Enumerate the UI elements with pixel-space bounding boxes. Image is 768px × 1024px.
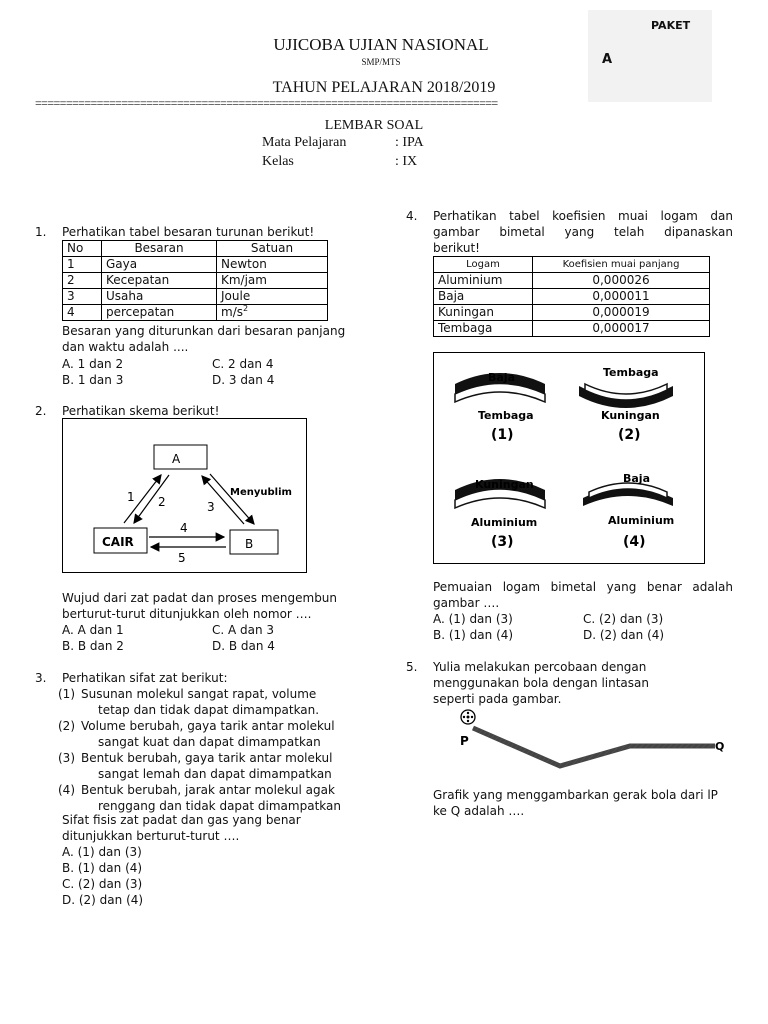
q1-option-c: C. 2 dan 4 [212, 357, 274, 371]
academic-year: TAHUN PELAJARAN 2018/2019 [272, 79, 496, 96]
table-header-cell: Koefisien muai panjang [533, 257, 710, 273]
table-cell: Kecepatan [102, 273, 217, 289]
subject-label: Mata Pelajaran [262, 135, 347, 150]
strip-bottom-label: Aluminium [471, 516, 538, 529]
arrow-3-label: 3 [207, 500, 215, 514]
state-change-diagram [62, 418, 307, 573]
exam-level: SMP/MTS [361, 57, 401, 67]
menyublim-label: Menyublim [230, 487, 292, 498]
table-header-cell: Satuan [217, 241, 328, 257]
box-cair-label: CAIR [102, 535, 134, 549]
table-cell: 4 [63, 305, 102, 321]
q4-option-a: A. (1) dan (3) [433, 612, 513, 626]
q3-item-1-line2: tetap dan tidak dapat dimampatkan. [98, 703, 320, 717]
q4-prompt-line2: gambar bimetal yang telah dipanaskan [433, 225, 733, 239]
figure-number: (4) [623, 534, 646, 550]
table-cell: Baja [434, 289, 533, 305]
q4-number: 4. [406, 209, 418, 223]
table-cell: 0,000019 [533, 305, 710, 321]
q2-option-a: A. A dan 1 [62, 623, 124, 637]
q4-prompt-line1: Perhatikan tabel koefisien muai logam dan [433, 209, 733, 223]
q3-question-line1: Sifat fisis zat padat dan gas yang benar [62, 813, 301, 827]
table-header-cell: Besaran [102, 241, 217, 257]
table-row [434, 321, 710, 337]
table-cell: Tembaga [434, 321, 533, 337]
q4-prompt-line3: berikut! [433, 241, 480, 255]
strip-bottom-label: Aluminium [608, 514, 675, 527]
q2-prompt: Perhatikan skema berikut! [62, 404, 220, 418]
table-cell: percepatan [102, 305, 217, 321]
q1-option-b: B. 1 dan 3 [62, 373, 124, 387]
paket-label: PAKET [651, 19, 691, 32]
q2-option-b: B. B dan 2 [62, 639, 124, 653]
figure-number: (1) [491, 427, 514, 443]
q2-question-line1: Wujud dari zat padat dan proses mengembun [62, 591, 338, 605]
class-label: Kelas [262, 154, 294, 169]
table-row [63, 273, 328, 289]
q3-item-1-line1: Susunan molekul sangat rapat, volume [81, 687, 317, 701]
q5-prompt-line1: Yulia melakukan percobaan dengan [433, 660, 647, 674]
q3-question-line2: ditunjukkan berturut-turut …. [62, 829, 240, 843]
arrow-5-label: 5 [178, 551, 186, 565]
q1-question-line1: Besaran yang diturunkan dari besaran panjang [62, 324, 346, 338]
table-cell: 2 [63, 273, 102, 289]
ball-icon [461, 710, 475, 724]
exam-title: UJICOBA UJIAN NASIONAL [273, 35, 489, 54]
q3-item-1-num: (1) [58, 687, 75, 701]
arrow-2-label: 2 [158, 495, 166, 509]
bimetal-figure [433, 352, 705, 564]
q5-question-line2: ke Q adalah …. [433, 804, 525, 818]
q1-question-line2: dan waktu adalah .... [62, 340, 189, 354]
table-cell: Km/jam [217, 273, 328, 289]
table-cell: Joule [217, 289, 328, 305]
arrow-1-label: 1 [127, 490, 135, 504]
unit-text: m/s [221, 305, 243, 319]
q3-item-2-line2: sangat kuat dan dapat dimampatkan [98, 735, 321, 749]
subject-value: : IPA [395, 135, 424, 150]
q1-option-a: A. 1 dan 2 [62, 357, 124, 371]
q2-option-d: D. B dan 4 [212, 639, 275, 653]
table-header-cell: No [63, 241, 102, 257]
q3-item-2-line1: Volume berubah, gaya tarik antar molekul [81, 719, 335, 733]
q5-number: 5. [406, 660, 418, 674]
table-cell: 0,000017 [533, 321, 710, 337]
unit-superscript: 2 [242, 304, 249, 313]
q2-number: 2. [35, 404, 47, 418]
box-a-label: A [172, 452, 181, 466]
q3-item-3-line1: Bentuk berubah, gaya tarik antar molekul [81, 751, 333, 765]
strip-top-label: Kuningan [475, 478, 534, 491]
q5-prompt-line3: seperti pada gambar. [433, 692, 562, 706]
strip-top-label: Baja [623, 472, 651, 485]
table-row [63, 305, 328, 321]
table-cell: 0,000011 [533, 289, 710, 305]
q5-question-line1: Grafik yang menggambarkan gerak bola dari lP [433, 788, 718, 802]
arrow-4-label: 4 [180, 521, 188, 535]
q3-number: 3. [35, 671, 47, 685]
point-p-label: P [460, 734, 469, 748]
q2-option-c: C. A dan 3 [212, 623, 275, 637]
q4-option-b: B. (1) dan (4) [433, 628, 514, 642]
box-b-label: B [245, 537, 254, 551]
table-cell: Kuningan [434, 305, 533, 321]
q3-item-3-num: (3) [58, 751, 75, 765]
figure-number: (2) [618, 427, 641, 443]
table-row [63, 289, 328, 305]
table-cell: 0,000026 [533, 273, 710, 289]
table-row [434, 273, 710, 289]
q4-question-line1: Pemuaian logam bimetal yang benar adalah [433, 580, 733, 594]
ball-track-figure [455, 706, 735, 770]
table-row [434, 305, 710, 321]
table-cell [217, 305, 328, 321]
q3-item-4-line2: renggang dan tidak dapat dimampatkan [98, 799, 341, 813]
sheet-title: LEMBAR SOAL [324, 118, 424, 133]
table-cell: Newton [217, 257, 328, 273]
q3-option-c: C. (2) dan (3) [62, 877, 143, 891]
q4-option-c: C. (2) dan (3) [583, 612, 664, 626]
q1-option-d: D. 3 dan 4 [212, 373, 275, 387]
q4-table [433, 256, 710, 337]
q3-item-2-num: (2) [58, 719, 75, 733]
table-row [63, 257, 328, 273]
strip-top-label: Tembaga [603, 366, 659, 379]
strip-bottom-label: Kuningan [601, 409, 660, 422]
box-a [154, 445, 207, 469]
table-cell: Gaya [102, 257, 217, 273]
q3-option-b: B. (1) dan (4) [62, 861, 143, 875]
q1-prompt: Perhatikan tabel besaran turunan berikut! [62, 225, 315, 239]
paket-value: A [602, 52, 613, 67]
q1-table [62, 240, 328, 321]
table-cell: Usaha [102, 289, 217, 305]
q3-option-d: D. (2) dan (4) [62, 893, 144, 907]
q3-item-4-num: (4) [58, 783, 75, 797]
header-rule: =========================================================================== [35, 96, 498, 110]
table-cell: 1 [63, 257, 102, 273]
table-header-cell: Logam [434, 257, 533, 273]
table-row [434, 289, 710, 305]
class-value: : IX [395, 154, 418, 169]
q3-option-a: A. (1) dan (3) [62, 845, 142, 859]
q3-prompt: Perhatikan sifat zat berikut: [62, 671, 228, 685]
q3-item-3-line2: sangat lemah dan dapat dimampatkan [98, 767, 332, 781]
q5-prompt-line2: menggunakan bola dengan lintasan [433, 676, 649, 690]
q4-question-line2: gambar …. [433, 596, 500, 610]
table-cell: 3 [63, 289, 102, 305]
q2-question-line2: berturut-turut ditunjukkan oleh nomor …. [62, 607, 312, 621]
table-cell: Aluminium [434, 273, 533, 289]
table-header-row [434, 257, 710, 273]
table-header-row [63, 241, 328, 257]
box-b [230, 530, 278, 554]
strip-top-label: Baja [488, 371, 516, 384]
q4-option-d: D. (2) dan (4) [583, 628, 665, 642]
strip-bottom-label: Tembaga [478, 409, 534, 422]
point-q-label: Q [715, 740, 725, 753]
q3-item-4-line1: Bentuk berubah, jarak antar molekul agak [81, 783, 335, 797]
figure-number: (3) [491, 534, 514, 550]
q1-number: 1. [35, 225, 47, 239]
track [473, 728, 715, 766]
